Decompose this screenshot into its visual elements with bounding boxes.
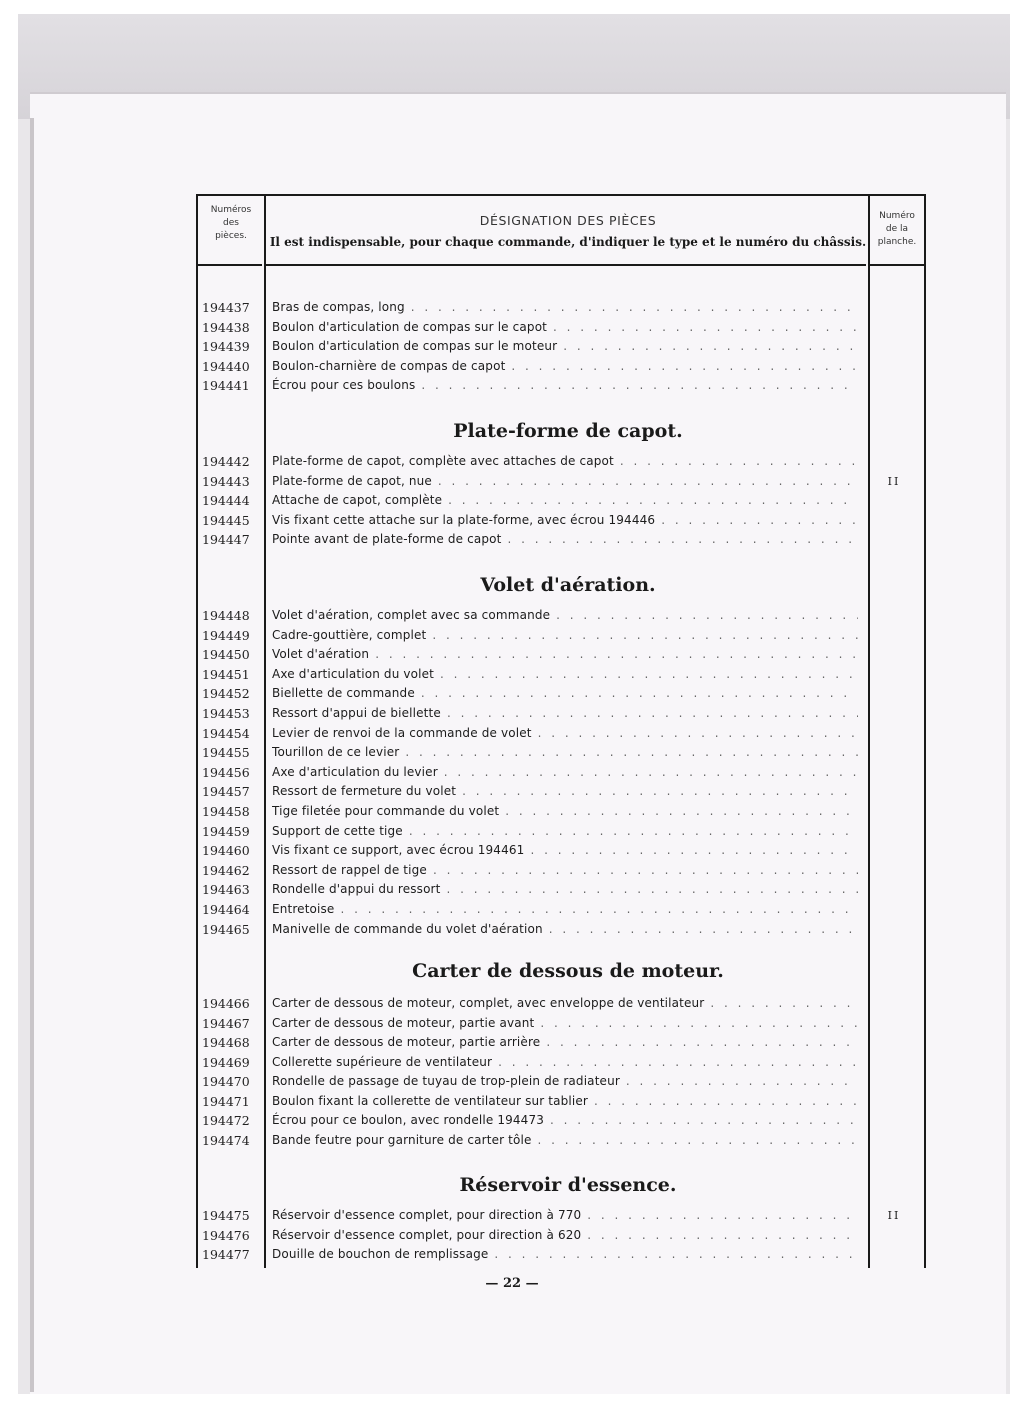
dot-leader	[444, 763, 858, 782]
part-designation-cell	[272, 1206, 858, 1225]
parts-table	[196, 194, 926, 1268]
page-edge	[30, 118, 34, 1392]
part-designation-cell	[272, 994, 858, 1013]
part-designation: Réservoir d'essence complet, pour direction à 620	[272, 1227, 582, 1242]
part-designation-cell	[272, 684, 858, 703]
part-number: 194453	[202, 706, 250, 721]
part-number: 194447	[202, 532, 250, 548]
part-designation: Rondelle de passage de tuyau de trop-plein de radiateur	[272, 1074, 620, 1088]
part-designation-cell	[272, 318, 858, 337]
part-number: 194437	[202, 300, 250, 315]
table-row	[196, 1072, 926, 1091]
part-number: 194475	[202, 1208, 250, 1223]
part-designation: Biellette de commande	[272, 686, 415, 701]
part-designation-cell	[272, 1033, 858, 1052]
part-designation: Écrou pour ces boulons	[272, 378, 416, 393]
dot-leader	[546, 1033, 858, 1052]
table-row	[196, 491, 926, 510]
table-row	[196, 900, 926, 919]
plate-header-line: Numéro	[879, 211, 915, 221]
dot-leader	[626, 1072, 858, 1091]
part-number: 194439	[202, 339, 250, 355]
dot-leader	[447, 704, 858, 723]
section-title: Carter de dessous de moteur.	[412, 960, 724, 982]
part-designation-cell	[272, 763, 858, 782]
dot-leader	[550, 1111, 858, 1130]
table-row	[196, 782, 926, 801]
dot-leader	[440, 665, 858, 684]
part-designation: Attache de capot, complète	[272, 493, 443, 508]
numbers-column-header	[198, 204, 264, 243]
part-number: 194449	[202, 627, 250, 643]
section-title: Volet d'aération.	[480, 574, 656, 596]
dot-leader	[438, 472, 858, 491]
part-designation-cell	[272, 861, 858, 880]
dot-leader	[409, 822, 858, 841]
table-row	[196, 665, 926, 684]
part-designation: Douille de bouchon de remplissage	[272, 1247, 489, 1262]
part-designation-cell	[272, 376, 858, 395]
table-row	[196, 318, 926, 337]
part-designation: Ressort de fermeture du volet	[272, 784, 457, 799]
numbers-header-line: pièces.	[215, 231, 247, 241]
part-designation: Plate-forme de capot, nue	[272, 473, 432, 488]
part-number: 194455	[202, 745, 250, 761]
dot-leader	[462, 782, 858, 801]
designation-header-title: DÉSIGNATION DES PIÈCES	[479, 213, 657, 228]
dot-leader	[511, 357, 858, 376]
part-number: 194469	[202, 1054, 250, 1070]
dot-leader	[498, 1053, 858, 1072]
dot-leader	[340, 900, 858, 919]
part-designation: Vis fixant cette attache sur la plate-forme, avec écrou 194446	[272, 512, 656, 527]
table-top-rule	[196, 194, 926, 196]
table-row	[196, 1014, 926, 1033]
table-row	[196, 822, 926, 841]
part-designation-cell	[272, 530, 858, 549]
table-row	[196, 376, 926, 395]
part-number: 194467	[202, 1015, 250, 1031]
page-number: — 22 —	[485, 1276, 539, 1291]
part-designation-cell	[272, 491, 858, 510]
part-designation: Carter de dessous de moteur, partie avant	[272, 1015, 535, 1030]
part-number: 194456	[202, 764, 250, 780]
table-row	[196, 861, 926, 880]
part-number: 194464	[202, 902, 250, 917]
part-designation-cell	[272, 1092, 858, 1111]
table-row	[196, 841, 926, 860]
part-number: 194454	[202, 725, 250, 741]
part-designation-cell	[272, 802, 858, 821]
part-number: 194468	[202, 1035, 250, 1050]
dot-leader	[505, 802, 858, 821]
part-designation: Réservoir d'essence complet, pour direction à 770	[272, 1208, 582, 1222]
part-number: 194448	[202, 608, 250, 623]
plate-header-line: planche.	[877, 237, 917, 247]
dot-leader	[375, 645, 858, 664]
part-number: 194452	[202, 686, 250, 702]
dot-leader	[587, 1226, 858, 1245]
part-number: 194470	[202, 1074, 250, 1089]
table-row	[196, 337, 926, 356]
part-designation: Rondelle d'appui du ressort	[272, 882, 441, 897]
part-designation: Plate-forme de capot, complète avec attaches de capot	[272, 454, 614, 468]
table-row	[196, 802, 926, 821]
table-row	[196, 763, 926, 782]
dot-leader	[405, 743, 858, 762]
part-designation-cell	[272, 1072, 858, 1091]
part-designation: Support de cette tige	[272, 823, 403, 838]
dot-leader	[421, 376, 858, 395]
part-designation: Axe d'articulation du levier	[272, 764, 438, 779]
part-designation-cell	[272, 782, 858, 801]
part-number: 194476	[202, 1227, 250, 1243]
numbers-header-line: Numéros	[210, 205, 252, 215]
dot-leader	[563, 337, 858, 356]
table-row	[196, 704, 926, 723]
part-designation: Bras de compas, long	[272, 300, 405, 314]
part-designation-cell	[272, 472, 858, 491]
part-number: 194438	[202, 319, 250, 335]
part-designation-cell	[272, 645, 858, 664]
part-number: 194457	[202, 784, 250, 800]
part-number: 194459	[202, 823, 250, 839]
plate-header-line: de la	[885, 224, 909, 234]
part-number: 194477	[202, 1247, 250, 1263]
part-designation: Vis fixant ce support, avec écrou 194461	[272, 843, 525, 858]
plate-number: II	[887, 1209, 901, 1222]
table-row	[196, 920, 926, 939]
part-designation-cell	[272, 357, 858, 376]
part-designation: Carter de dessous de moteur, complet, avec enveloppe de ventilateur	[272, 996, 705, 1010]
part-designation-cell	[272, 511, 858, 530]
part-designation: Bande feutre pour garniture de carter tôle	[272, 1132, 532, 1147]
table-row	[196, 684, 926, 703]
part-number: 194450	[202, 647, 250, 663]
part-designation-cell	[272, 337, 858, 356]
dot-leader	[710, 994, 858, 1013]
part-designation-cell	[272, 704, 858, 723]
part-designation-cell	[272, 298, 858, 317]
part-designation-cell	[272, 841, 858, 860]
part-designation-cell	[272, 1226, 858, 1245]
table-row	[196, 606, 926, 625]
table-row	[196, 645, 926, 664]
part-designation: Carter de dessous de moteur, partie arrière	[272, 1035, 541, 1049]
part-number: 194442	[202, 454, 250, 469]
dot-leader	[447, 880, 859, 899]
part-designation-cell	[272, 1053, 858, 1072]
part-number: 194444	[202, 493, 250, 509]
dot-leader	[530, 841, 858, 860]
part-designation-cell	[272, 880, 858, 899]
part-designation: Ressort de rappel de tige	[272, 862, 427, 877]
dot-leader	[553, 318, 858, 337]
dot-leader	[421, 684, 858, 703]
table-row	[196, 1092, 926, 1111]
part-number: 194440	[202, 358, 250, 374]
table-row	[196, 1226, 926, 1245]
plate-column-header	[870, 210, 924, 249]
part-designation: Axe d'articulation du volet	[272, 666, 435, 681]
part-designation: Écrou pour ce boulon, avec rondelle 194473	[272, 1113, 545, 1127]
table-row	[196, 1111, 926, 1130]
section-title: Réservoir d'essence.	[459, 1174, 677, 1196]
designation-header-rule	[266, 264, 866, 266]
part-designation: Volet d'aération	[272, 647, 370, 662]
table-row	[196, 357, 926, 376]
part-designation: Tourillon de ce levier	[272, 745, 400, 760]
dot-leader	[620, 452, 858, 471]
part-designation: Manivelle de commande du volet d'aération	[272, 921, 543, 936]
section-title: Plate-forme de capot.	[453, 420, 683, 442]
dot-leader	[549, 920, 858, 939]
dot-leader	[507, 530, 858, 549]
dot-leader	[556, 606, 858, 625]
part-designation-cell	[272, 665, 858, 684]
part-designation-cell	[272, 920, 858, 939]
table-row	[196, 743, 926, 762]
table-row	[196, 1245, 926, 1264]
part-designation-cell	[272, 626, 858, 645]
plate-number: II	[887, 474, 901, 488]
part-designation-cell	[272, 606, 858, 625]
part-designation: Tige filetée pour commande du volet	[272, 804, 500, 818]
part-number: 194451	[202, 666, 250, 682]
part-designation-cell	[272, 743, 858, 762]
part-number: 194458	[202, 804, 250, 819]
dot-leader	[494, 1245, 858, 1264]
dot-leader	[433, 861, 858, 880]
part-designation: Boulon-charnière de compas de capot	[272, 358, 506, 373]
ordering-notice: Il est indispensable, pour chaque commande, d'indiquer le type et le numéro du châssis.	[269, 235, 867, 249]
table-row	[196, 1033, 926, 1052]
dot-leader	[594, 1092, 858, 1111]
part-designation-cell	[272, 1245, 858, 1264]
part-designation: Pointe avant de plate-forme de capot	[272, 532, 502, 547]
part-designation: Ressort d'appui de biellette	[272, 706, 441, 720]
part-designation: Cadre-gouttière, complet	[272, 627, 427, 642]
table-row	[196, 1131, 926, 1150]
number-header-rule	[198, 264, 262, 266]
dot-leader	[411, 298, 858, 317]
part-number: 194465	[202, 921, 250, 937]
numbers-header-line: des	[223, 218, 239, 228]
table-row	[196, 472, 926, 491]
part-number: 194441	[202, 378, 250, 394]
table-row	[196, 724, 926, 743]
part-number: 194474	[202, 1132, 250, 1148]
table-row	[196, 511, 926, 530]
dot-leader	[432, 626, 858, 645]
part-designation-cell	[272, 900, 858, 919]
part-number: 194460	[202, 843, 250, 859]
part-designation-cell	[272, 1111, 858, 1130]
table-row	[196, 530, 926, 549]
part-number: 194472	[202, 1113, 250, 1128]
table-row	[196, 452, 926, 471]
part-designation-cell	[272, 1014, 858, 1033]
table-row	[196, 626, 926, 645]
part-designation-cell	[272, 724, 858, 743]
part-number: 194466	[202, 996, 250, 1011]
table-row	[196, 994, 926, 1013]
part-designation: Levier de renvoi de la commande de volet	[272, 725, 532, 740]
part-designation-cell	[272, 1131, 858, 1150]
part-designation: Boulon d'articulation de compas sur le capot	[272, 319, 548, 334]
dot-leader	[538, 1131, 858, 1150]
table-row	[196, 880, 926, 899]
plate-header-rule	[870, 264, 924, 266]
dot-leader	[538, 724, 858, 743]
part-number: 194462	[202, 862, 250, 878]
part-designation: Collerette supérieure de ventilateur	[272, 1054, 493, 1069]
part-designation: Volet d'aération, complet avec sa commande	[272, 608, 551, 622]
part-number: 194471	[202, 1093, 250, 1109]
part-number: 194463	[202, 882, 250, 898]
table-row	[196, 298, 926, 317]
part-number: 194443	[202, 473, 250, 489]
table-row	[196, 1053, 926, 1072]
part-designation: Boulon d'articulation de compas sur le moteur	[272, 339, 558, 354]
part-number: 194445	[202, 512, 250, 528]
dot-leader	[587, 1206, 858, 1225]
table-row	[196, 1206, 926, 1225]
dot-leader	[661, 511, 858, 530]
dot-leader	[540, 1014, 858, 1033]
part-designation: Entretoise	[272, 902, 335, 916]
part-designation-cell	[272, 452, 858, 471]
part-designation-cell	[272, 822, 858, 841]
dot-leader	[448, 491, 858, 510]
part-designation: Boulon fixant la collerette de ventilateur sur tablier	[272, 1093, 589, 1108]
